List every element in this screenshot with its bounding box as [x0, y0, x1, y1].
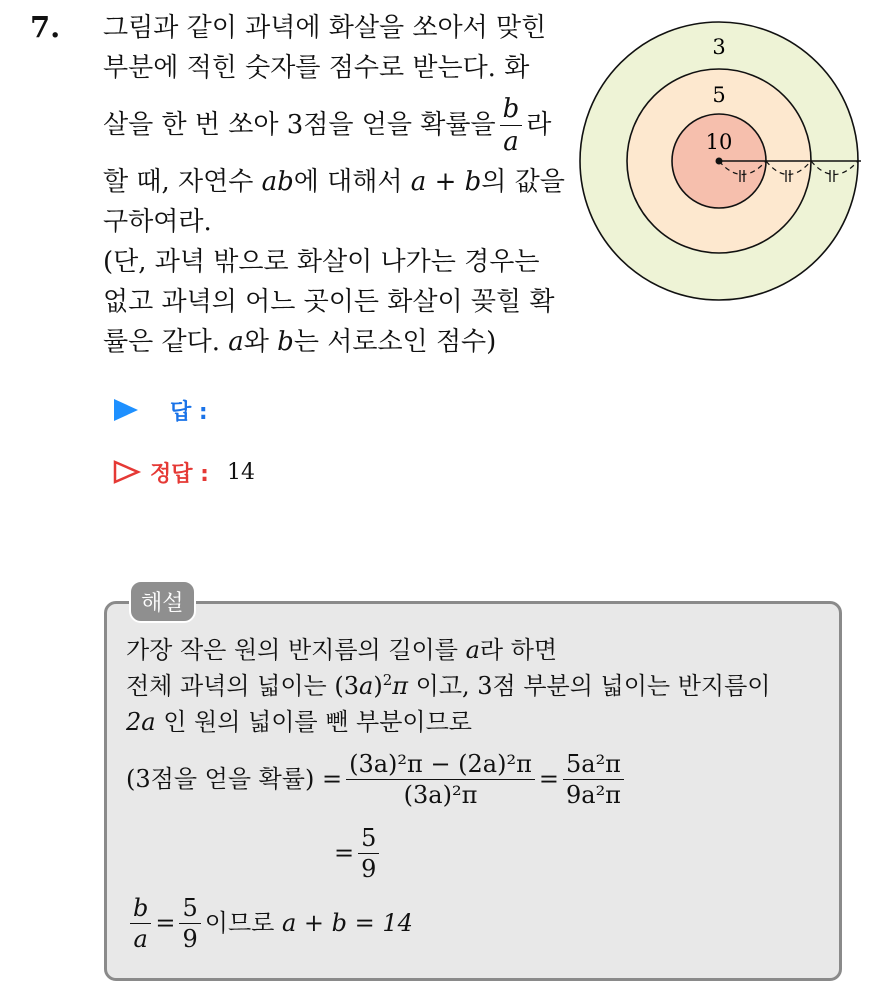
correct-answer-label: 정답 : [150, 461, 209, 487]
equation-fraction-3 [358, 823, 379, 883]
var-2a: 2a [126, 708, 156, 736]
final-expression: a + b = 14 [281, 909, 413, 937]
middle-score-label: 5 [712, 83, 726, 107]
equation-fraction-2 [563, 749, 624, 809]
question-line-4 [103, 162, 563, 202]
correct-answer-value: 14 [226, 459, 255, 485]
outer-score-label: 3 [712, 35, 726, 59]
text-segment: 할 때, 자연수 [103, 167, 254, 197]
equation-row-2 [126, 818, 836, 888]
text-segment: 이므로 [204, 909, 275, 937]
solution-tag: 해설 [129, 580, 196, 623]
equals-sign: = [155, 909, 176, 937]
question-line-5: 구하여라. [103, 207, 212, 237]
question-line-6: (단, 과녁 밖으로 화살이 나가는 경우는 [103, 247, 540, 277]
fraction-numerator: 5 [179, 896, 200, 924]
answer-row [112, 390, 255, 430]
final-row [126, 888, 836, 958]
equals-sign: = [538, 765, 559, 793]
text-segment: 전체 과녁의 넓이는 (3 [126, 672, 359, 700]
equation-denominator: (3a)²π [403, 780, 478, 809]
fraction-numerator: b [500, 96, 523, 126]
equation-fraction-1 [346, 749, 535, 809]
inner-score-label: 10 [705, 130, 733, 154]
equation-left: (3점을 얻을 확률) = [126, 765, 343, 793]
text-segment: 이고, 3점 부분의 넓이는 반지름이 [415, 672, 771, 700]
equals-sign: = [334, 839, 355, 867]
answer-section [112, 390, 255, 514]
fraction-denominator: 9 [182, 924, 198, 953]
question-line-2: 부분에 적힌 숫자를 점수로 받는다. 화 [103, 53, 530, 83]
question-line-3-end: 라 [526, 110, 552, 140]
equation-numerator: (3a)²π − (2a)²π [346, 752, 535, 780]
question-line-1: 그림과 같이 과녁에 화살을 쏘아서 맞힌 [103, 13, 547, 43]
question-line-7: 없고 과녁의 어느 곳이든 화살이 꽂힐 확 [103, 287, 555, 317]
solution-line-2: 전체 과녁의 넓이는 $(3a)^2\pi$ 이고, 3점 부분의 넓이는 반지름이 [126, 671, 771, 700]
outline-arrow-icon [112, 459, 142, 485]
correct-answer-row [112, 452, 255, 492]
var-b: b [277, 327, 294, 357]
text-segment: 가장 작은 원의 반지름의 길이를 [126, 636, 458, 664]
fraction-numerator: b [130, 896, 151, 924]
var-a: a [359, 672, 374, 700]
question-number: 7. [30, 10, 61, 44]
text-segment: 와 [243, 327, 269, 357]
equation-numerator-2: 5a²π [563, 752, 624, 780]
fraction-denominator: a [503, 126, 519, 157]
var-a-plus-b: a + b [410, 167, 482, 197]
text-segment: 에 대해서 [293, 167, 403, 197]
question-line-8 [103, 322, 563, 362]
text-segment: 인 원의 넓이를 뺀 부분이므로 [163, 708, 472, 736]
play-arrow-icon [112, 397, 140, 423]
question-text [103, 8, 563, 362]
solution-line-1 [126, 632, 836, 668]
question-line-3 [103, 88, 563, 162]
fraction-numerator: 5 [358, 826, 379, 854]
fraction-denominator: a [133, 924, 148, 953]
text-segment: 률은 같다. [103, 327, 220, 357]
equation-row-1 [126, 740, 836, 818]
solution-line-3 [126, 704, 836, 740]
text-segment: 는 서로소인 점수) [293, 327, 497, 357]
equation-denominator-2: 9a²π [565, 780, 621, 809]
text-segment: 라 하면 [479, 636, 558, 664]
var-a: a [465, 636, 480, 664]
fraction-denominator: 9 [361, 854, 377, 883]
target-diagram [576, 10, 866, 310]
text-segment: 의 값을 [481, 167, 565, 197]
var-ab: ab [261, 167, 294, 197]
solution-text [126, 632, 836, 958]
answer-label: 답 : [170, 399, 208, 425]
var-a: a [228, 327, 244, 357]
final-fraction-ba [130, 893, 151, 953]
probability-fraction [500, 93, 523, 157]
final-fraction-59 [179, 893, 200, 953]
question-line-3-text: 살을 한 번 쏘아 3점을 얻을 확률을 [103, 110, 496, 140]
